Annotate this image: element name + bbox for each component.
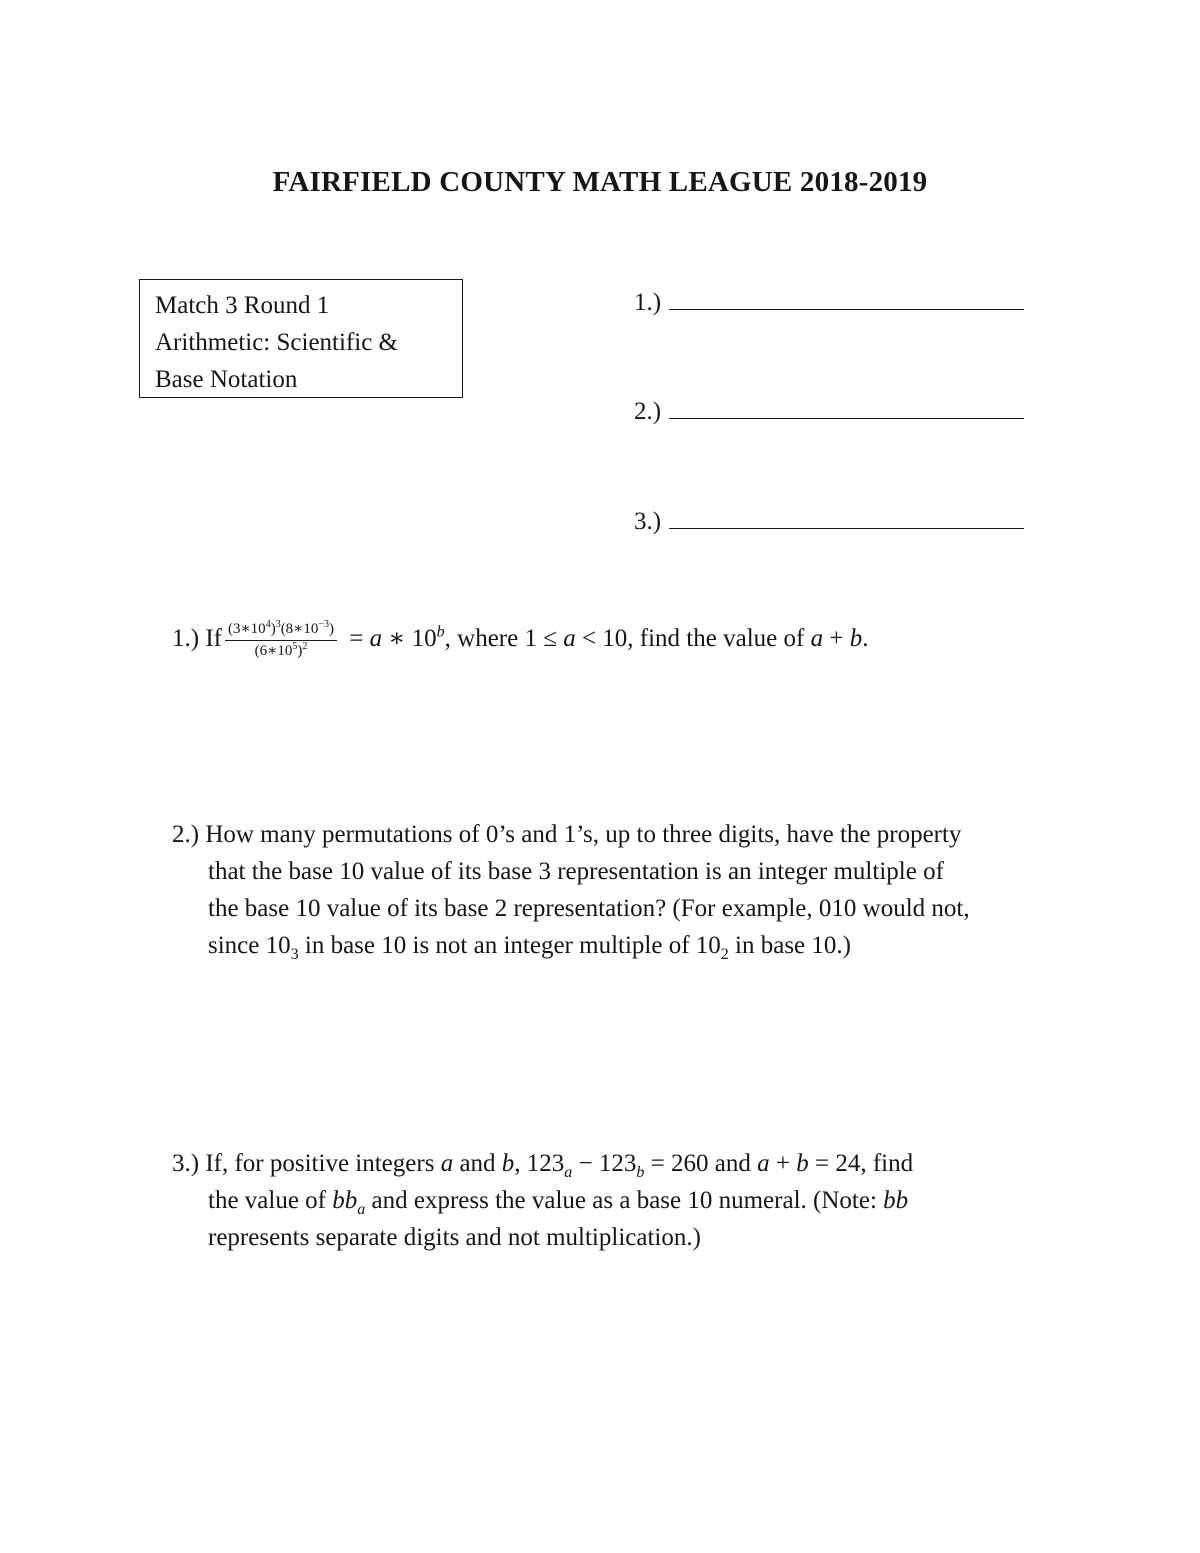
question-text-line: the base 10 value of its base 2 representation? (For example, 010 would not, (208, 895, 970, 922)
answer-row-1 (634, 287, 1024, 317)
question-text-line: represents separate digits and not multiplication.) (208, 1224, 701, 1251)
question-text-part: If (205, 625, 222, 653)
round-info-box (139, 279, 463, 398)
question-3 (172, 1145, 913, 1256)
fraction-denominator: $(6∗10^5)^2$ (254, 641, 308, 659)
answer-label: 2.) (634, 398, 662, 425)
question-text-line: the value of $bb_a$ and express the value as a base 10 numeral. (Note: bb (208, 1187, 909, 1218)
answer-blank[interactable] (669, 506, 1024, 529)
answer-row-3 (634, 506, 1024, 536)
answer-blank[interactable] (669, 396, 1024, 419)
topic-label-line2: Base Notation (155, 366, 298, 393)
question-number: 2.) (172, 821, 200, 848)
match-round-label: Match 3 Round 1 (155, 292, 330, 319)
question-text-line: since $10_3$ in base 10 is not an integer multiple of $10_2$ in base 10.) (208, 932, 851, 963)
question-number: 1.) (172, 625, 200, 653)
question-text-line: 2.) How many permutations of 0’s and 1’s, up to three digits, have the property (172, 821, 962, 848)
question-text-line: that the base 10 value of its base 3 representation is an integer multiple of (208, 858, 944, 885)
question-1 (172, 620, 868, 661)
fraction-numerator: $(3∗10^4)^3(8∗10^{-3})$ (225, 620, 337, 641)
question-text-line: 3.) If, for positive integers a and b, $123_a - 123_b = 260$ and a + b = 24, find (172, 1150, 914, 1181)
fraction-expression (225, 620, 337, 661)
answer-row-2 (634, 396, 1024, 426)
question-number: 3.) (172, 1150, 200, 1177)
answer-label: 3.) (634, 508, 662, 535)
topic-label-line1: Arithmetic: Scientific & (155, 329, 398, 356)
question-text: 1.) If $\frac{(3∗10^4)^3(8∗10^{-3})}{(6∗10^5)^2}$ = a ∗ 10$^b$, where 1 ≤ a < 10, find the value of a + b. (172, 619, 869, 659)
question-2 (172, 816, 970, 964)
page-title: FAIRFIELD COUNTY MATH LEAGUE 2018-2019 (272, 166, 928, 198)
answer-label: 1.) (634, 289, 662, 316)
answer-blank[interactable] (669, 287, 1024, 310)
